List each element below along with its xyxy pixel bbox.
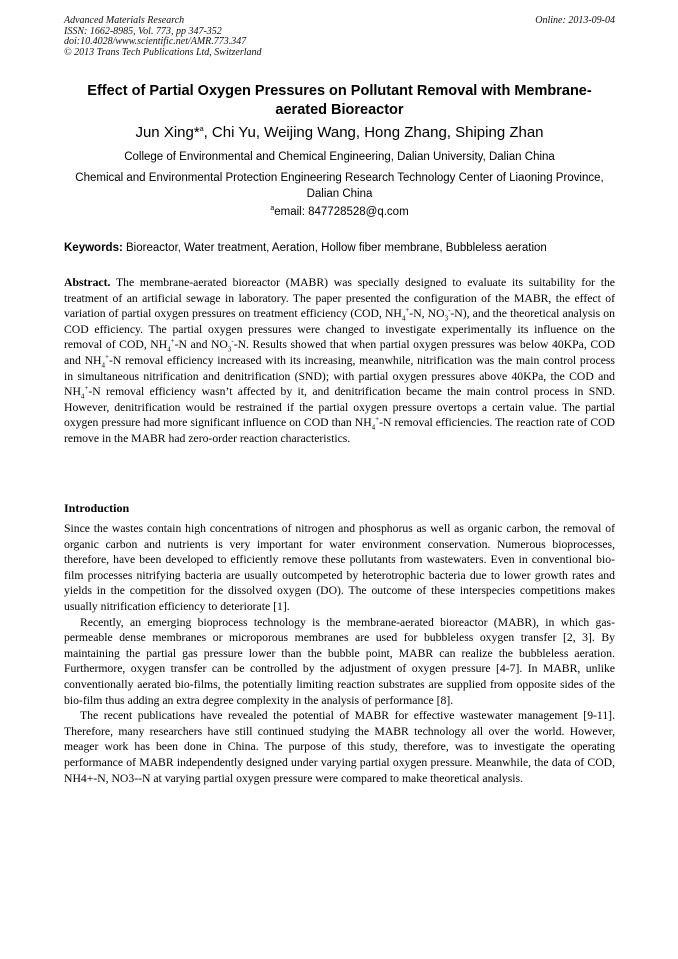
abstract-text: The membrane-aerated bioreactor (MABR) was specially designed to evaluate its suitability for the treatment of an artificial sewage in laboratory. The paper presented the configuration of the MABR, the effect of variation of partial oxygen pressures on treatment efficiency (COD, NH — [64, 276, 615, 321]
author-list — [64, 123, 615, 143]
abstract — [64, 275, 615, 447]
journal-name: Advanced Materials Research — [64, 15, 185, 26]
email-text: email: 847728528@q.com — [274, 206, 409, 218]
authors-rest: , Chi Yu, Weijing Wang, Hong Zhang, Shiping Zhan — [203, 124, 544, 141]
intro-paragraph-3: The recent publications have revealed the potential of MABR for effective wastewater management [9-11]. Therefore, many researchers have still continued studying the MABR technology all over the world. However, meager work has been done in China. The purpose of this study, therefore, was to investigate the operating performance of MABR independently designed under varying partial oxygen pressure. Meanwhile, the data of COD, NH4+-N, NO3--N at varying partial oxygen pressure were compared to make theoretical analysis. — [64, 709, 615, 785]
superscript: + — [170, 337, 175, 346]
affiliation-2: Chemical and Environmental Protection Engineering Research Technology Center of Liaoning Province, Dalian China — [75, 172, 604, 200]
introduction-heading: Introduction — [64, 501, 130, 515]
keywords-label: Keywords: — [64, 242, 123, 254]
author-first: Jun Xing* — [135, 124, 200, 141]
superscript: - — [231, 337, 234, 346]
subscript: 4 — [167, 345, 171, 354]
abstract-text: -N removal efficiency wasn’t affected by it, and denitrification became the main control process in SND. However, denitrification would be restrained if the partial oxygen pressure overtops a certain value. The partial oxygen pressure had more significant influence on COD than NH — [64, 385, 615, 430]
abstract-text: -N. Results showed that when partial oxygen pressures was below 40KPa, COD and NH — [64, 338, 616, 367]
subscript: 3 — [227, 345, 232, 354]
abstract-label: Abstract. — [64, 276, 111, 289]
abstract-text: -N and NO — [174, 338, 228, 352]
affiliation-1: College of Environmental and Chemical Engineering, Dalian University, Dalian China — [124, 151, 555, 163]
paper-title: Effect of Partial Oxygen Pressures on Pollutant Removal with Membrane-aerated Bioreactor — [87, 83, 592, 118]
intro-paragraph-2: Recently, an emerging bioprocess technology is the membrane-aerated bioreactor (MABR), in which gas-permeable dense membranes or microporous membranes are used for bubbleless oxygen transfer [2, 3]. By maintaining the partial gas pressure lower than the bubble point, MABR can realize the bubbleless aeration. Furthermore, oxygen transfer can be controlled by the adjustment of oxygen pressure [4-7]. In MABR, unlike conventionally aerated bio-films, the potentially limiting reaction substrates are supplied from opposite sides of the bio-film thus adding an extra degree complexity in the analysis of performance [8]. — [64, 615, 615, 707]
abstract-text: -N), and the theoretical analysis on COD efficiency. The partial oxygen pressures were changed to investigate experimentally its influence on the removal of COD, NH — [64, 307, 615, 352]
introduction-body — [64, 521, 615, 786]
superscript: + — [84, 384, 89, 393]
keywords — [64, 240, 615, 256]
copyright-line: © 2013 Trans Tech Publications Ltd, Switzerland — [64, 46, 262, 58]
subscript: 3 — [444, 314, 449, 323]
superscript: + — [405, 306, 410, 315]
author-first-mark: a — [199, 126, 204, 133]
doi-line: doi:10.4028/www.scientific.net/AMR.773.347 — [64, 36, 247, 47]
superscript: + — [105, 353, 109, 362]
subscript: 4 — [101, 361, 105, 370]
email-line — [64, 204, 615, 220]
keywords-text: Bioreactor, Water treatment, Aeration, Hollow fiber membrane, Bubbleless aeration — [122, 242, 547, 254]
abstract-text: -N, NO — [409, 307, 445, 321]
abstract-text: -N removal efficiency increased with its increasing, meanwhile, nitrification was the main control process in simultaneous nitrification and denitrification (SND); with partial oxygen pressures above 40KPa, the COD and NH — [64, 353, 615, 399]
subscript: 4 — [401, 314, 406, 323]
superscript: - — [448, 306, 451, 315]
intro-paragraph-1: Since the wastes contain high concentrations of nitrogen and phosphorus as well as organic carbon, the removal of organic carbon and nutrients is very important for water environment conservation. Numerous bioprocesses, therefore, have been developed to efficiently remove these pollutants from wastewaters. Even in conventional bio-film processes nitrifying bacteria are usually outcompeted by heterotrophic bacteria due to lower growth rates and yields in the competition for the dissolved oxygen (DO). The outcome of these interspecies competitions makes usually nitrification efficiency to deteriorate [1]. — [64, 522, 615, 613]
superscript: + — [375, 415, 380, 424]
issn-line: ISSN: 1662-8985, Vol. 773, pp 347-352 — [64, 25, 222, 37]
subscript: 4 — [371, 423, 376, 432]
email-mark: a — [270, 205, 275, 213]
abstract-text: -N removal efficiencies. The reaction rate of COD remove in the MABR had zero-order reaction characteristics. — [64, 416, 615, 445]
subscript: 4 — [80, 392, 85, 401]
journal-header — [64, 16, 615, 58]
online-date: Online: 2013-09-04 — [535, 15, 615, 26]
